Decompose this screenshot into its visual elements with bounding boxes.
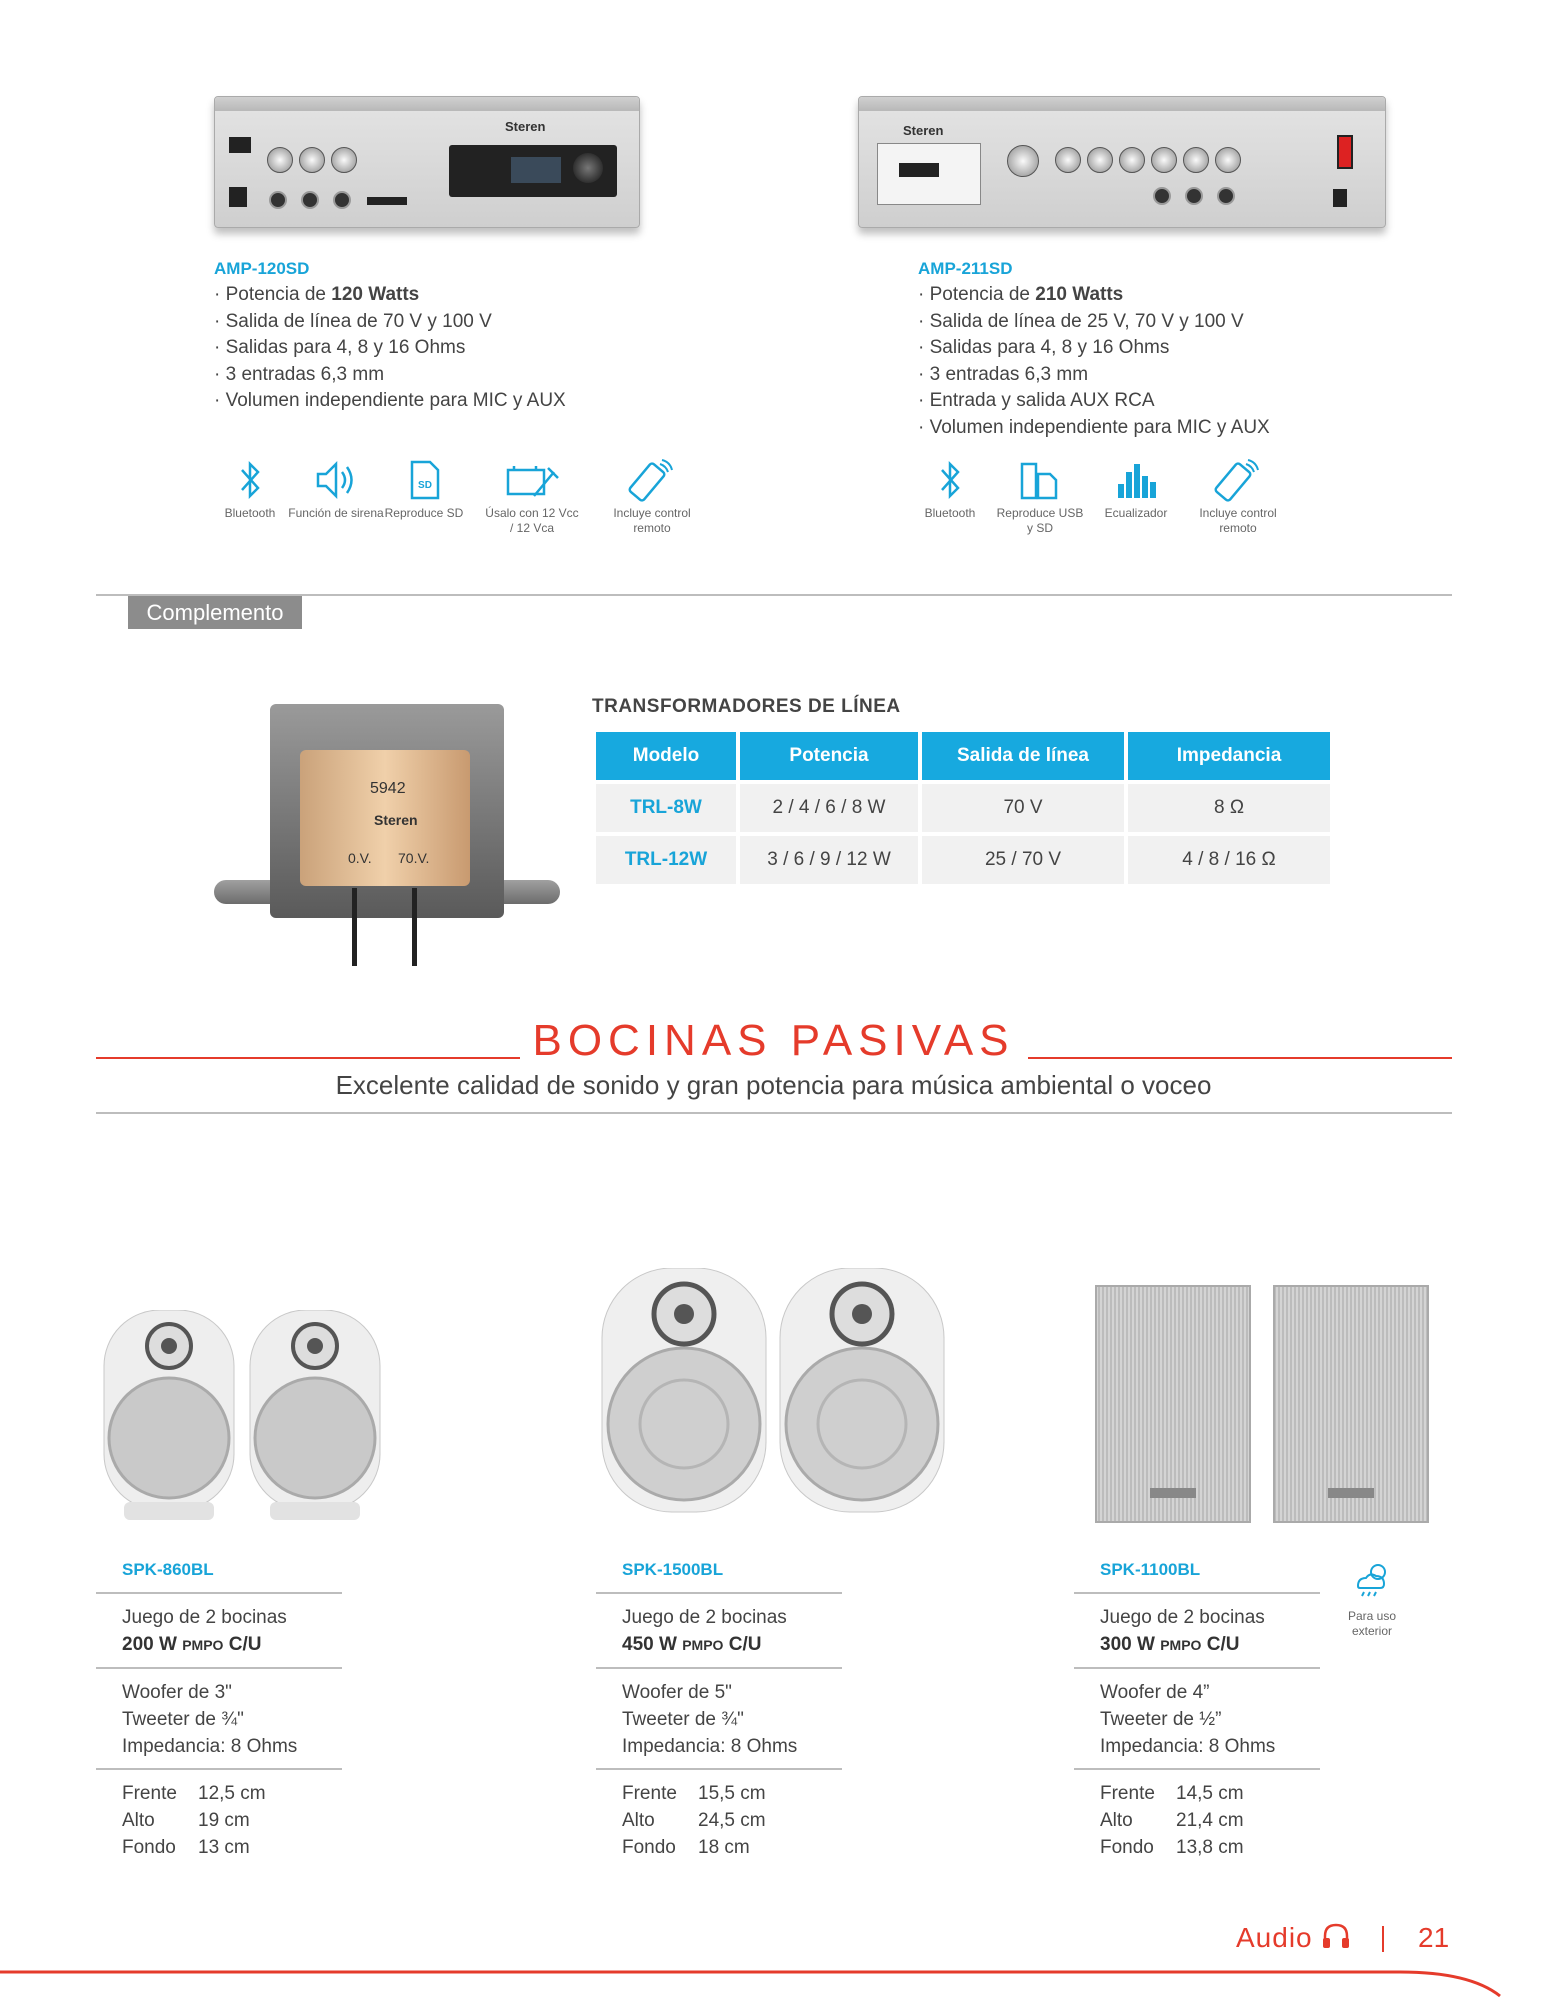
battery-icon — [504, 458, 560, 502]
table-cell: 4 / 8 / 16 Ω — [1128, 836, 1330, 884]
bullet: · Salidas para 4, 8 y 16 Ohms — [918, 335, 1270, 362]
footer-section: Audio — [1236, 1922, 1351, 1954]
transformer-table — [592, 728, 1334, 888]
spk-1100bl-image — [1094, 1284, 1430, 1524]
column-header: Salida de línea — [922, 732, 1124, 780]
feature-sd: SD Reproduce SD — [376, 458, 472, 521]
table-row — [596, 784, 1330, 832]
sd-card-icon — [404, 458, 444, 502]
spk-1500bl-specs: Woofer de 5" Tweeter de ¾" Impedancia: 8 Ohms — [622, 1682, 798, 1757]
feature-bluetooth: Bluetooth — [202, 458, 298, 521]
spk-1500bl-model: SPK-1500BL — [622, 1560, 724, 1579]
remote-icon — [1214, 458, 1262, 502]
feature-battery: Úsalo con 12 Vcc / 12 Vca — [484, 458, 580, 536]
spk-1100bl-power: Juego de 2 bocinas 300 W PMPO C/U — [1100, 1607, 1265, 1655]
siren-icon — [312, 458, 360, 502]
spk-1100bl-dims: Frente 14,5 cm Alto 21,4 cm Fondo 13,8 cm — [1100, 1783, 1244, 1858]
page-number: 21 — [1418, 1922, 1450, 1953]
table-row — [596, 836, 1330, 884]
transformer-image — [214, 700, 560, 968]
terminal-label: 70.V. — [398, 850, 430, 866]
bullet: · Entrada y salida AUX RCA — [918, 388, 1270, 415]
column-header: Impedancia — [1128, 732, 1330, 780]
complemento-tab: Complemento — [128, 596, 302, 629]
bullet: · Potencia de 120 Watts — [214, 282, 566, 309]
divider — [1074, 1592, 1320, 1594]
spk-1500bl-power: Juego de 2 bocinas 450 W PMPO C/U — [622, 1607, 787, 1655]
footer-line — [0, 1950, 1547, 2000]
spk-1100bl-model: SPK-1100BL — [1100, 1560, 1201, 1579]
bluetooth-icon — [230, 458, 270, 502]
bullet: · Volumen independiente para MIC y AUX — [214, 388, 566, 415]
divider — [596, 1768, 842, 1770]
bullet: · 3 entradas 6,3 mm — [214, 362, 566, 389]
table-cell: 70 V — [922, 784, 1124, 832]
divider — [1074, 1768, 1320, 1770]
remote-icon — [628, 458, 676, 502]
amp-120sd-features-list — [214, 282, 566, 415]
bullet: · 3 entradas 6,3 mm — [918, 362, 1270, 389]
spk-860bl-dims: Frente 12,5 cm Alto 19 cm Fondo 13 cm — [122, 1783, 266, 1858]
svg-text:SD: SD — [418, 480, 432, 491]
feature-equalizer: Ecualizador — [1088, 458, 1184, 521]
feature-bluetooth: Bluetooth — [902, 458, 998, 521]
spk-860bl-power: Juego de 2 bocinas 200 W PMPO C/U — [122, 1607, 287, 1655]
amp-211sd-model: AMP-211SD — [918, 259, 1013, 278]
amp-211sd-image — [858, 96, 1386, 228]
bluetooth-icon — [930, 458, 970, 502]
table-cell: TRL-8W — [596, 784, 736, 832]
feature-remote: Incluye control remoto — [1188, 458, 1288, 536]
bullet: · Salida de línea de 25 V, 70 V y 100 V — [918, 309, 1270, 336]
table-cell: 2 / 4 / 6 / 8 W — [740, 784, 918, 832]
usb-sd-icon — [1016, 458, 1064, 502]
column-header: Potencia — [740, 732, 918, 780]
equalizer-icon — [1112, 458, 1160, 502]
spk-860bl-specs: Woofer de 3" Tweeter de ¾" Impedancia: 8 Ohms — [122, 1682, 298, 1757]
divider — [96, 1768, 342, 1770]
divider — [1074, 1667, 1320, 1669]
spk-1500bl-dims: Frente 15,5 cm Alto 24,5 cm Fondo 18 cm — [622, 1783, 766, 1858]
bullet: · Volumen independiente para MIC y AUX — [918, 415, 1270, 442]
transformer-brand: Steren — [374, 812, 418, 828]
spk-860bl-image — [100, 1310, 386, 1530]
column-header: Modelo — [596, 732, 736, 780]
spk-860bl-model: SPK-860BL — [122, 1560, 214, 1579]
amp-brand: Steren — [505, 119, 546, 134]
table-cell: 3 / 6 / 9 / 12 W — [740, 836, 918, 884]
table-cell: 8 Ω — [1128, 784, 1330, 832]
feature-usb-sd: Reproduce USB y SD — [992, 458, 1088, 536]
terminal-label: 0.V. — [348, 850, 372, 866]
amp-brand: Steren — [903, 123, 944, 138]
amp-211sd-features-list — [918, 282, 1270, 441]
bullet: · Salida de línea de 70 V y 100 V — [214, 309, 566, 336]
section-title: BOCINAS PASIVAS — [532, 1016, 1015, 1065]
amp-120sd-model: AMP-120SD — [214, 259, 310, 278]
table-cell: 25 / 70 V — [922, 836, 1124, 884]
section-subtitle: Excelente calidad de sonido y gran potencia para música ambiental o voceo — [335, 1070, 1212, 1100]
table-cell: TRL-12W — [596, 836, 736, 884]
divider — [596, 1592, 842, 1594]
bullet: · Salidas para 4, 8 y 16 Ohms — [214, 335, 566, 362]
spk-1100bl-specs: Woofer de 4” Tweeter de ½” Impedancia: 8 Ohms — [1100, 1682, 1276, 1757]
spk-1500bl-image — [600, 1268, 950, 1530]
divider — [596, 1667, 842, 1669]
bullet: · Potencia de 210 Watts — [918, 282, 1270, 309]
divider — [96, 1112, 1452, 1114]
feature-remote: Incluye control remoto — [602, 458, 702, 536]
divider — [96, 1667, 342, 1669]
footer-separator — [1382, 1926, 1384, 1952]
amp-120sd-image — [214, 96, 640, 228]
outdoor-badge: Para uso exterior — [1332, 1560, 1412, 1639]
table-title: TRANSFORMADORES DE LÍNEA — [592, 696, 901, 717]
divider — [96, 1592, 342, 1594]
headphones-icon — [1321, 1922, 1351, 1950]
weather-icon — [1350, 1560, 1394, 1600]
transformer-label: 5942 — [370, 780, 406, 797]
feature-siren: Función de sirena — [288, 458, 384, 521]
